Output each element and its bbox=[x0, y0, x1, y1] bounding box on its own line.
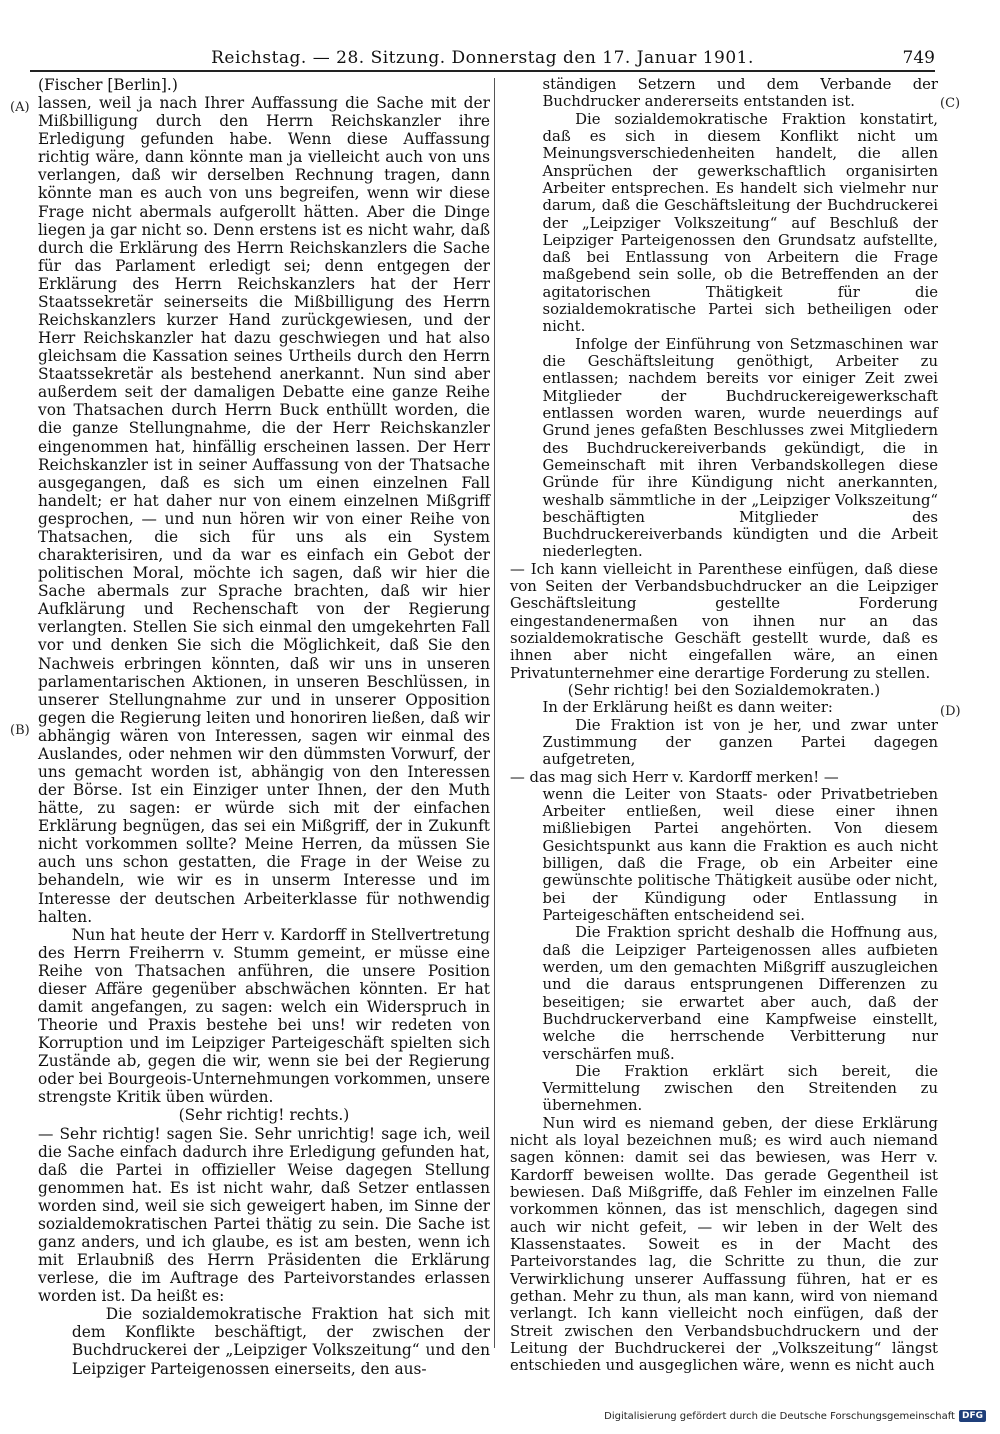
paragraph: In der Erklärung heißt es dann weiter: bbox=[542, 699, 833, 717]
quoted-declaration: Die Fraktion ist von je her, und zwar unter Zustimmung der ganzen Partei dagegen aufgetreten, bbox=[542, 716, 938, 769]
page-number: 749 bbox=[902, 48, 935, 68]
margin-marker-a: (A) bbox=[10, 100, 30, 115]
interjection: (Sehr richtig! bei den Sozialdemokraten.) bbox=[567, 681, 881, 699]
interjection: (Sehr richtig! rechts.) bbox=[178, 1106, 350, 1125]
paragraph: lassen, weil ja nach Ihrer Auffassung die Sache mit der Mißbilligung durch den Herrn Reichskanzler ihre Erledigung gefunden habe. Wenn diese Auffassung richtig wäre, dann könnte man ja vielleicht auch von uns verlangen, daß wir derselben Rechnung tragen, dann könnte man es auch von uns begreifen, wenn wir diese Frage nicht abermals aufgerollt hätten. Aber die Dinge liegen ja gar nicht so. Denn erstens ist es nicht wahr, daß durch die Erklärung des Herrn Reichskanzlers die Sache für das Parlament erledigt sei; denn entgegen der Erklärung des Herrn Reichskanzlers hat der Herr Staatssekretär seinerseits die Mißbilligung des Herrn Reichskanzlers kurzer Hand zurückgewiesen, und der Herr Reichskanzler hat dazu geschwiegen und hat also gleichsam die Kassation seines Urtheils durch den Herrn Staatssekretär als bestehend anerkannt. Nun sind aber außerdem seit der damaligen Debatte eine ganze Reihe von Thatsachen durch Herrn Buck enthüllt worden, die die ganze Stellungnahme, die der Herr Reichskanzler eingenommen hat, hinfällig erscheinen lassen. Der Herr Reichskanzler ist in seiner Auffassung von der Thatsache ausgegangen, daß es sich um einen einzelnen Fall handelt; er hat daher nur von einem einzelnen Mißgriff gesprochen, — und nun hören wir von einer Reihe von Thatsachen, die sich für uns als ein System charakterisiren, und da war es einfach ein Gebot der politischen Moral, möchte ich sagen, daß wir hier die Sache abermals zur Sprache brachten, daß wir hier Aufklärung und Rechenschaft von der Regierung verlangten. Stellen Sie sich einmal den umgekehrten Fall vor und denken Sie sich die Möglichkeit, daß Sie den Nachweis erbringen könnten, daß wir uns in unseren parlamentarischen Aktionen, in unseren Beschlüssen, in unserer Stellungnahme zur und in unserer Opposition gegen die Regierung leiten und honoriren ließen, daß wir abhängig wären von Interessen, sagen wir einmal des Auslandes, oder nehmen wir den dümmsten Vorwurf, der uns gemacht worden ist, abhängig von den Interessen der Börse. Ist ein Einziger unter Ihnen, der den Muth hätte, zu sagen: er würde sich mit der einfachen Erklärung begnügen, das sei ein Mißgriff, der in Zukunft nicht vorkommen sollte? Meine Herren, da müssen Sie auch uns schon gestatten, die Frage in der Weise zu behandeln, wie wir es in unserm Interesse und im Interesse der deutschen Arbeiterklasse für nothwendig halten. bbox=[38, 94, 490, 926]
margin-marker-d: (D) bbox=[940, 704, 961, 719]
quoted-declaration: Infolge der Einführung von Setzmaschinen war die Geschäftsleitung genöthigt, Arbeiter zu entlassen; nachdem bereits vor einiger Zeit zwei Mitglieder der Buchdruckereigewerkschaft entlassen worden waren, wurde neuerdings auf Grund jenes gefaßten Beschlusses zwei Mitgliedern des Buchdruckereiverbands gekündigt, die in Gemeinschaft mit ihren Verbandskollegen diese Gründe für ihre Kündigung nicht anerkannten, weshalb sämmtliche in der „Leipziger Volkszeitung“ beschäftigten Mitglieder des Buchdruckereiverbands kündigten und die Arbeit niederlegten. bbox=[542, 335, 938, 561]
dfg-logo-icon: DFG bbox=[959, 1410, 986, 1422]
paragraph: — Ich kann vielleicht in Parenthese einfügen, daß diese von Seiten der Verbandsbuchdrucker an die Leipziger Geschäftsleitung gestellte Forderung eingestandenermaßen von ihnen nur an das sozialdemokratische Geschäft gestellt wurde, daß es ihnen aber nicht eingefallen wäre, an einen Privatunternehmer eine derartige Forderung zu stellen. bbox=[510, 560, 938, 682]
paragraph: Nun hat heute der Herr v. Kardorff in Stellvertretung des Herrn Freiherrn v. Stumm gemeint, er müsse eine Reihe von Thatsachen anführen, die unsere Position dieser Affäre gegenüber abschwächen könnten. Er hat damit angefangen, zu sagen: welch ein Widerspruch in Theorie und Praxis bestehe bei uns! wir redeten von Korruption und im Leipziger Parteigeschäft spielten sich Zustände ab, gegen die wir, wenn sie bei der Regierung oder bei Bourgeois-Unternehmungen vorkommen, unsere strengste Kritik üben würden. bbox=[38, 925, 490, 1107]
quoted-declaration: Die sozialdemokratische Fraktion konstatirt, daß es sich in diesem Konflikt nicht um Meinungsverschiedenheiten handelt, die allen Ansprüchen der gewerkschaftlich organisirten Arbeiter entsprechen. Es handelt sich vielmehr nur darum, daß die Geschäftsleitung der Buchdruckerei der „Leipziger Volkszeitung“ auf Beschluß der Leipziger Parteigenossen den Grundsatz aufstellte, daß bei Entlassung von Arbeitern die Frage maßgebend sein solle, ob die Betreffenden an der agitatorischen Thätigkeit für die sozialdemokratische Partei sich betheiligen oder nicht. bbox=[542, 110, 938, 336]
quoted-declaration: Die Fraktion spricht deshalb die Hoffnung aus, daß die Leipziger Parteigenossen alles aufbieten werden, um den gemachten Mißgriff auszugleichen und die daraus entsprungenen Differenzen zu beseitigen; sie erwartet aber auch, daß der Buchdruckerverband eine Kampfweise einstellt, welche die herrschende Verbitterung nur verschärfen muß. bbox=[542, 924, 938, 1063]
quoted-declaration: Die sozialdemokratische Fraktion hat sich mit dem Konflikte beschäftigt, der zwischen der Buchdruckerei der „Leipziger Volkszeitung“ und den Leipziger Parteigenossen einerseits, den aus- bbox=[71, 1305, 490, 1378]
running-title: Reichstag. — 28. Sitzung. Donnerstag den 17. Januar 1901. bbox=[211, 48, 754, 68]
margin-marker-b: (B) bbox=[10, 723, 30, 738]
quoted-declaration: ständigen Setzern und dem Verbande der Buchdrucker andererseits entstanden ist. bbox=[542, 76, 938, 111]
paragraph: — Sehr richtig! sagen Sie. Sehr unrichtig! sage ich, weil die Sache einfach dadurch ihre Erledigung gefunden hat, daß die Partei in offizieller Weise dagegen Stellung genommen hat. Es ist nicht wahr, daß Setzer entlassen worden sind, weil sie sich geweigert haben, im Sinne der sozialdemokratischen Partei thätig zu sein. Die Sache ist ganz anders, und ich glaube, es ist am besten, wenn ich mit Erlaubniß des Herrn Präsidenten die Erklärung verlese, die im Auftrage des Parteivorstandes erlassen worden ist. Da heißt es: bbox=[38, 1124, 490, 1306]
paragraph: Nun wird es niemand geben, der diese Erklärung nicht als loyal bezeichnen muß; es wird auch niemand sagen können: damit sei das bewiesen, was Herr v. Kardorff beweisen wollte. Das gerade Gegentheil ist bewiesen. Daß Mißgriffe, daß Fehler im einzelnen Falle vorkommen können, das ist menschlich, dagegen sind auch wir nicht gefeit, — wir leben in der Welt des Klassenstaates. Soweit es in der Macht des Parteivorstandes lag, die Schritte zu thun, die zur Verwirklichung unserer Auffassung führen, hat er es gethan. Mehr zu thun, als man kann, wird von niemand verlangt. Ich kann vielleicht noch einfügen, daß der Streit zwischen den Verbandsbuchdruckern und der Leitung der Buchdruckerei der „Volkszeitung“ längst entschieden und ausgeglichen wäre, wenn es nicht auch bbox=[510, 1114, 938, 1375]
quoted-declaration: Die Fraktion erklärt sich bereit, die Vermittelung zwischen den Streitenden zu übernehmen. bbox=[542, 1062, 938, 1115]
credit-text: Digitalisierung gefördert durch die Deutsche Forschungsgemeinschaft bbox=[604, 1410, 955, 1422]
column-divider bbox=[494, 78, 495, 1348]
speaker-label: (Fischer [Berlin].) bbox=[38, 76, 178, 94]
left-column bbox=[38, 76, 490, 1378]
right-column bbox=[510, 76, 938, 1374]
margin-marker-c: (C) bbox=[940, 96, 961, 111]
digitization-credit bbox=[604, 1410, 986, 1422]
aside-remark: — das mag sich Herr v. Kardorff merken! — bbox=[510, 768, 839, 786]
quoted-declaration: wenn die Leiter von Staats- oder Privatbetrieben Arbeiter entließen, weil diese einer ihnen mißliebigen Partei angehörten. Von diesem Gesichtspunkt aus kann die Fraktion es auch nicht billigen, daß die Frage, ob ein Arbeiter eine gewünschte politische Thätigkeit ausübe oder nicht, bei der Kündigung oder Entlassung in Parteigeschäften entscheidend sei. bbox=[542, 785, 938, 924]
running-header bbox=[30, 46, 935, 72]
